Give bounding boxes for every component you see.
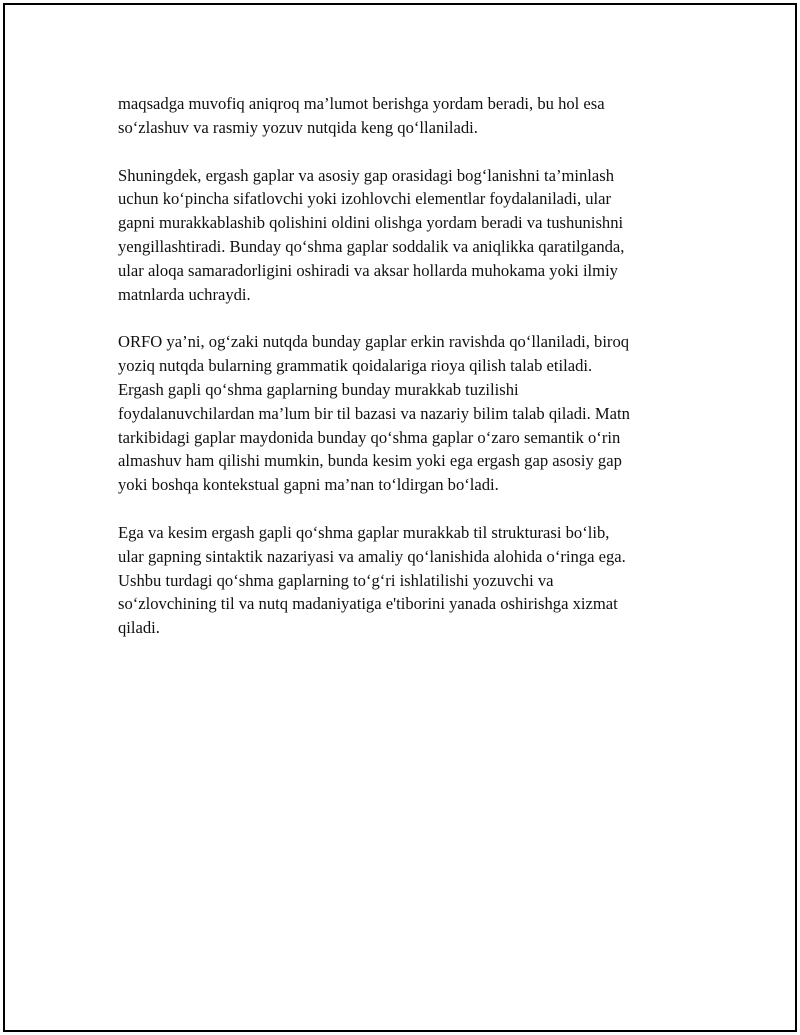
paragraph-3: ORFO ya’ni, og‘zaki nutqda bunday gaplar erkin ravishda qo‘llaniladi, biroq yoziq nutqda bularning grammatik qoidalariga rioya qilish talab etiladi. Ergash gapli qo‘shma gaplarning bunday murakkab tuzilishi foydalanuvchilardan ma’lum bir til bazasi va nazariy bilim talab qiladi. Matn tarkibidagi gaplar maydonida bunday qo‘shma gaplar o‘zaro semantik o‘rin almashuv ham qilishi mumkin, bunda kesim yoki ega ergash gap asosiy gap yoki boshqa kontekstual gapni ma’nan to‘ldirgan bo‘ladi. — [118, 332, 630, 495]
paragraph-4: Ega va kesim ergash gapli qo‘shma gaplar murakkab til strukturasi bo‘lib, ular gapning sintaktik nazariyasi va amaliy qo‘lanishida alohida o‘ringa ega. Ushbu turdagi qo‘shma gaplarning to‘g‘ri ishlatilishi yozuvchi va so‘zlovchining til va nutq madaniyatiga e'tiborini yanada oshirishga xizmat qiladi. — [118, 522, 626, 638]
body-text — [118, 92, 698, 664]
paragraph-2: Shuningdek, ergash gaplar va asosiy gap orasidagi bog‘lanishni ta’minlash uchun ko‘pincha sifatlovchi yoki izohlovchi elementlar foydalaniladi, ular gapni murakkablashib qolishini oldini olishga yordam beradi va tushunishni yengillashtiradi. Bunday qo‘shma gaplar soddalik va aniqlikka qaratilganda, ular aloqa samaradorligini oshiradi va aksar hollarda muhokama yoki ilmiy matnlarda uchraydi. — [118, 165, 625, 304]
paragraph-1: maqsadga muvofiq aniqroq ma’lumot berishga yordam beradi, bu hol esa so‘zlashuv va rasmiy yozuv nutqida keng qo‘llaniladi. — [118, 94, 605, 137]
